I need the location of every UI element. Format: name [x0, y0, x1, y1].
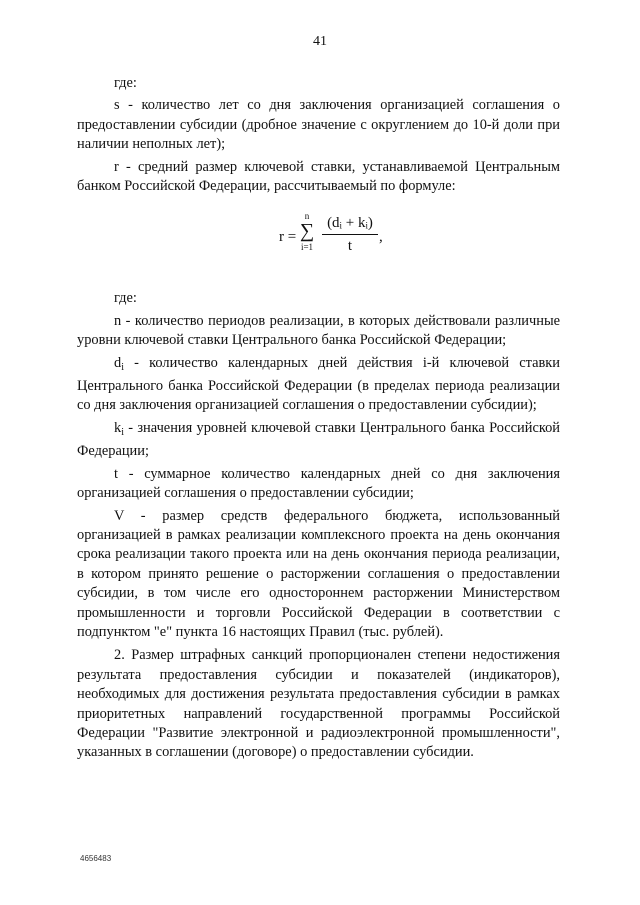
- rate-formula: [77, 211, 560, 275]
- k-definition: [77, 419, 560, 462]
- d-definition: [77, 354, 560, 416]
- d-symbol: d: [114, 354, 122, 371]
- document-body: [77, 74, 560, 763]
- where-label: где:: [114, 75, 137, 91]
- n-definition: n - количество периодов реализации, в которых действовали различные уровни ключевой ставки Центрального банка Российской Федерации;: [77, 312, 560, 349]
- page-number: 41: [313, 34, 327, 49]
- formula-sum: [294, 211, 320, 253]
- r-definition: r - средний размер ключевой ставки, устанавливаемой Центральным банком Российской Федерации, рассчитываемый по формуле:: [77, 158, 560, 195]
- v-definition: V - размер средств федерального бюджета, использованный организацией в рамках реализации комплексного проекта на день окончания срока реализации такого проекта или на день окончания периода реализации, в котором принято решение о расторжении соглашения о предоставлении субсидии, в том числе его одностороннем расторжении Министерством промышленности и торговли Российской Федерации в соответствии с подпунктом "е" пункта 16 настоящих Правил (тыс. рублей).: [77, 507, 560, 640]
- d-subscript: i: [121, 361, 124, 373]
- sum-upper-limit: n: [304, 211, 310, 222]
- k-text: - значения уровней ключевой ставки Центрального банка Российской Федерации;: [77, 419, 560, 460]
- fraction-bar: [322, 234, 378, 235]
- formula-comma: ,: [379, 229, 383, 246]
- formula-numerator: (dᵢ + kᵢ): [327, 215, 373, 232]
- k-subscript: i: [121, 426, 124, 438]
- formula-denominator: t: [347, 238, 353, 255]
- t-definition: t - суммарное количество календарных дней со дня заключения организацией соглашения о предоставлении субсидии;: [77, 465, 560, 502]
- paragraph-2: 2. Размер штрафных санкций пропорционален степени недостижения результата предоставления субсидии и показателей (индикаторов), необходимых для достижения результата предоставления субсидии в рамках приоритетных направлений государственной программы Российской Федерации "Развитие электронной и радиоэлектронной промышленности", указанных в соглашении (договоре) о предоставлении субсидии.: [77, 647, 560, 761]
- s-definition: s - количество лет со дня заключения организацией соглашения о предоставлении субсидии (дробное значение с округлением до 10-й доли при наличии неполных лет);: [77, 97, 560, 153]
- sum-symbol: ∑: [299, 220, 315, 243]
- where-label-2: где:: [114, 290, 137, 307]
- k-symbol: k: [114, 419, 122, 436]
- formula-fraction: [322, 214, 378, 255]
- d-text: - количество календарных дней действия i-й ключевой ставки Центрального банка Российской Федерации (в пределах периода реализации со дня заключения организацией соглашения о предоставлении субсидии);: [77, 354, 560, 414]
- formula-lhs: r =: [279, 229, 297, 246]
- sum-lower-limit: i=1: [300, 242, 314, 253]
- document-id: 4656483: [80, 854, 112, 863]
